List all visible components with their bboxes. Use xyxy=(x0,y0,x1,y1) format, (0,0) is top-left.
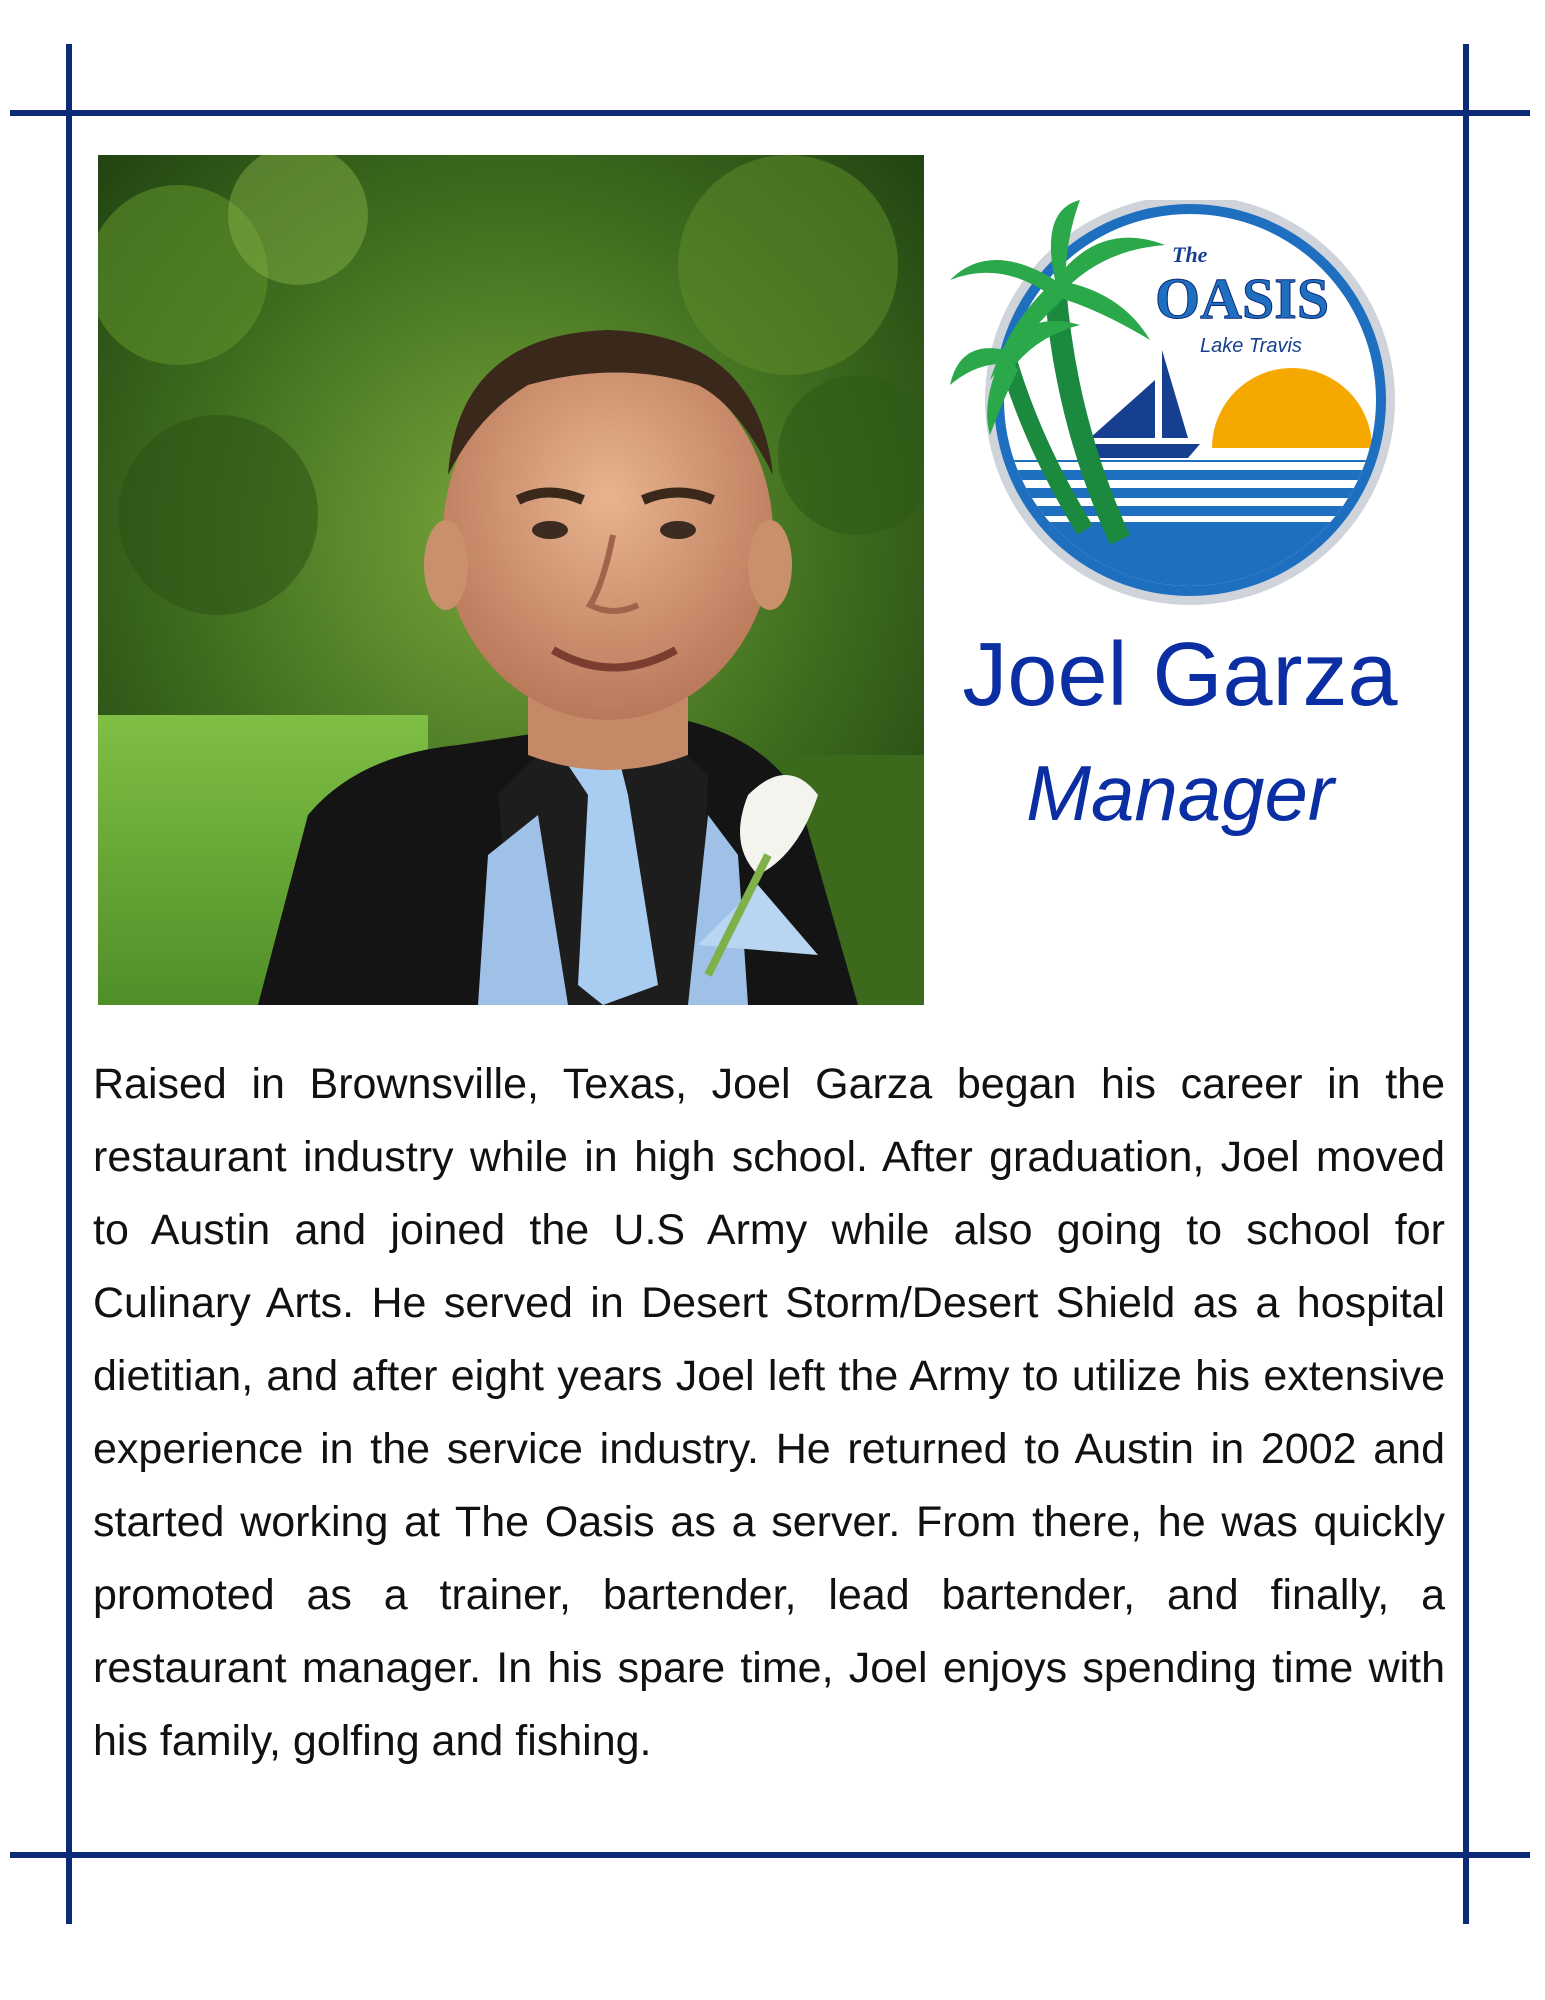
frame-rule-bottom xyxy=(10,1852,1530,1858)
logo-location: Lake Travis xyxy=(1200,335,1302,357)
logo-prefix: The xyxy=(1172,242,1208,267)
profile-name: Joel Garza xyxy=(962,625,1398,725)
oasis-logo xyxy=(950,200,1420,620)
portrait-photo xyxy=(98,155,924,1005)
frame-rule-right xyxy=(1463,44,1469,1924)
frame-rule-left xyxy=(66,44,72,1924)
profile-title: Manager xyxy=(1026,749,1334,837)
profile-bio: Raised in Brownsville, Texas, Joel Garza began his career in the restaurant industry while in high school. After graduation, Joel moved to Austin and joined the U.S Army while also going to school for Culinary Arts. He served in Desert Storm/Desert Shield as a hospital dietitian, and after eight years Joel left the Army to utilize his extensive experience in the service industry. He returned to Austin in 2002 and started working at The Oasis as a server. From there, he was quickly promoted as a trainer, bartender, lead bartender, and finally, a restaurant manager. In his spare time, Joel enjoys spending time with his family, golfing and fishing. xyxy=(93,1060,1445,1765)
logo-brand: OASIS xyxy=(1155,266,1330,331)
frame-rule-top xyxy=(10,110,1530,116)
